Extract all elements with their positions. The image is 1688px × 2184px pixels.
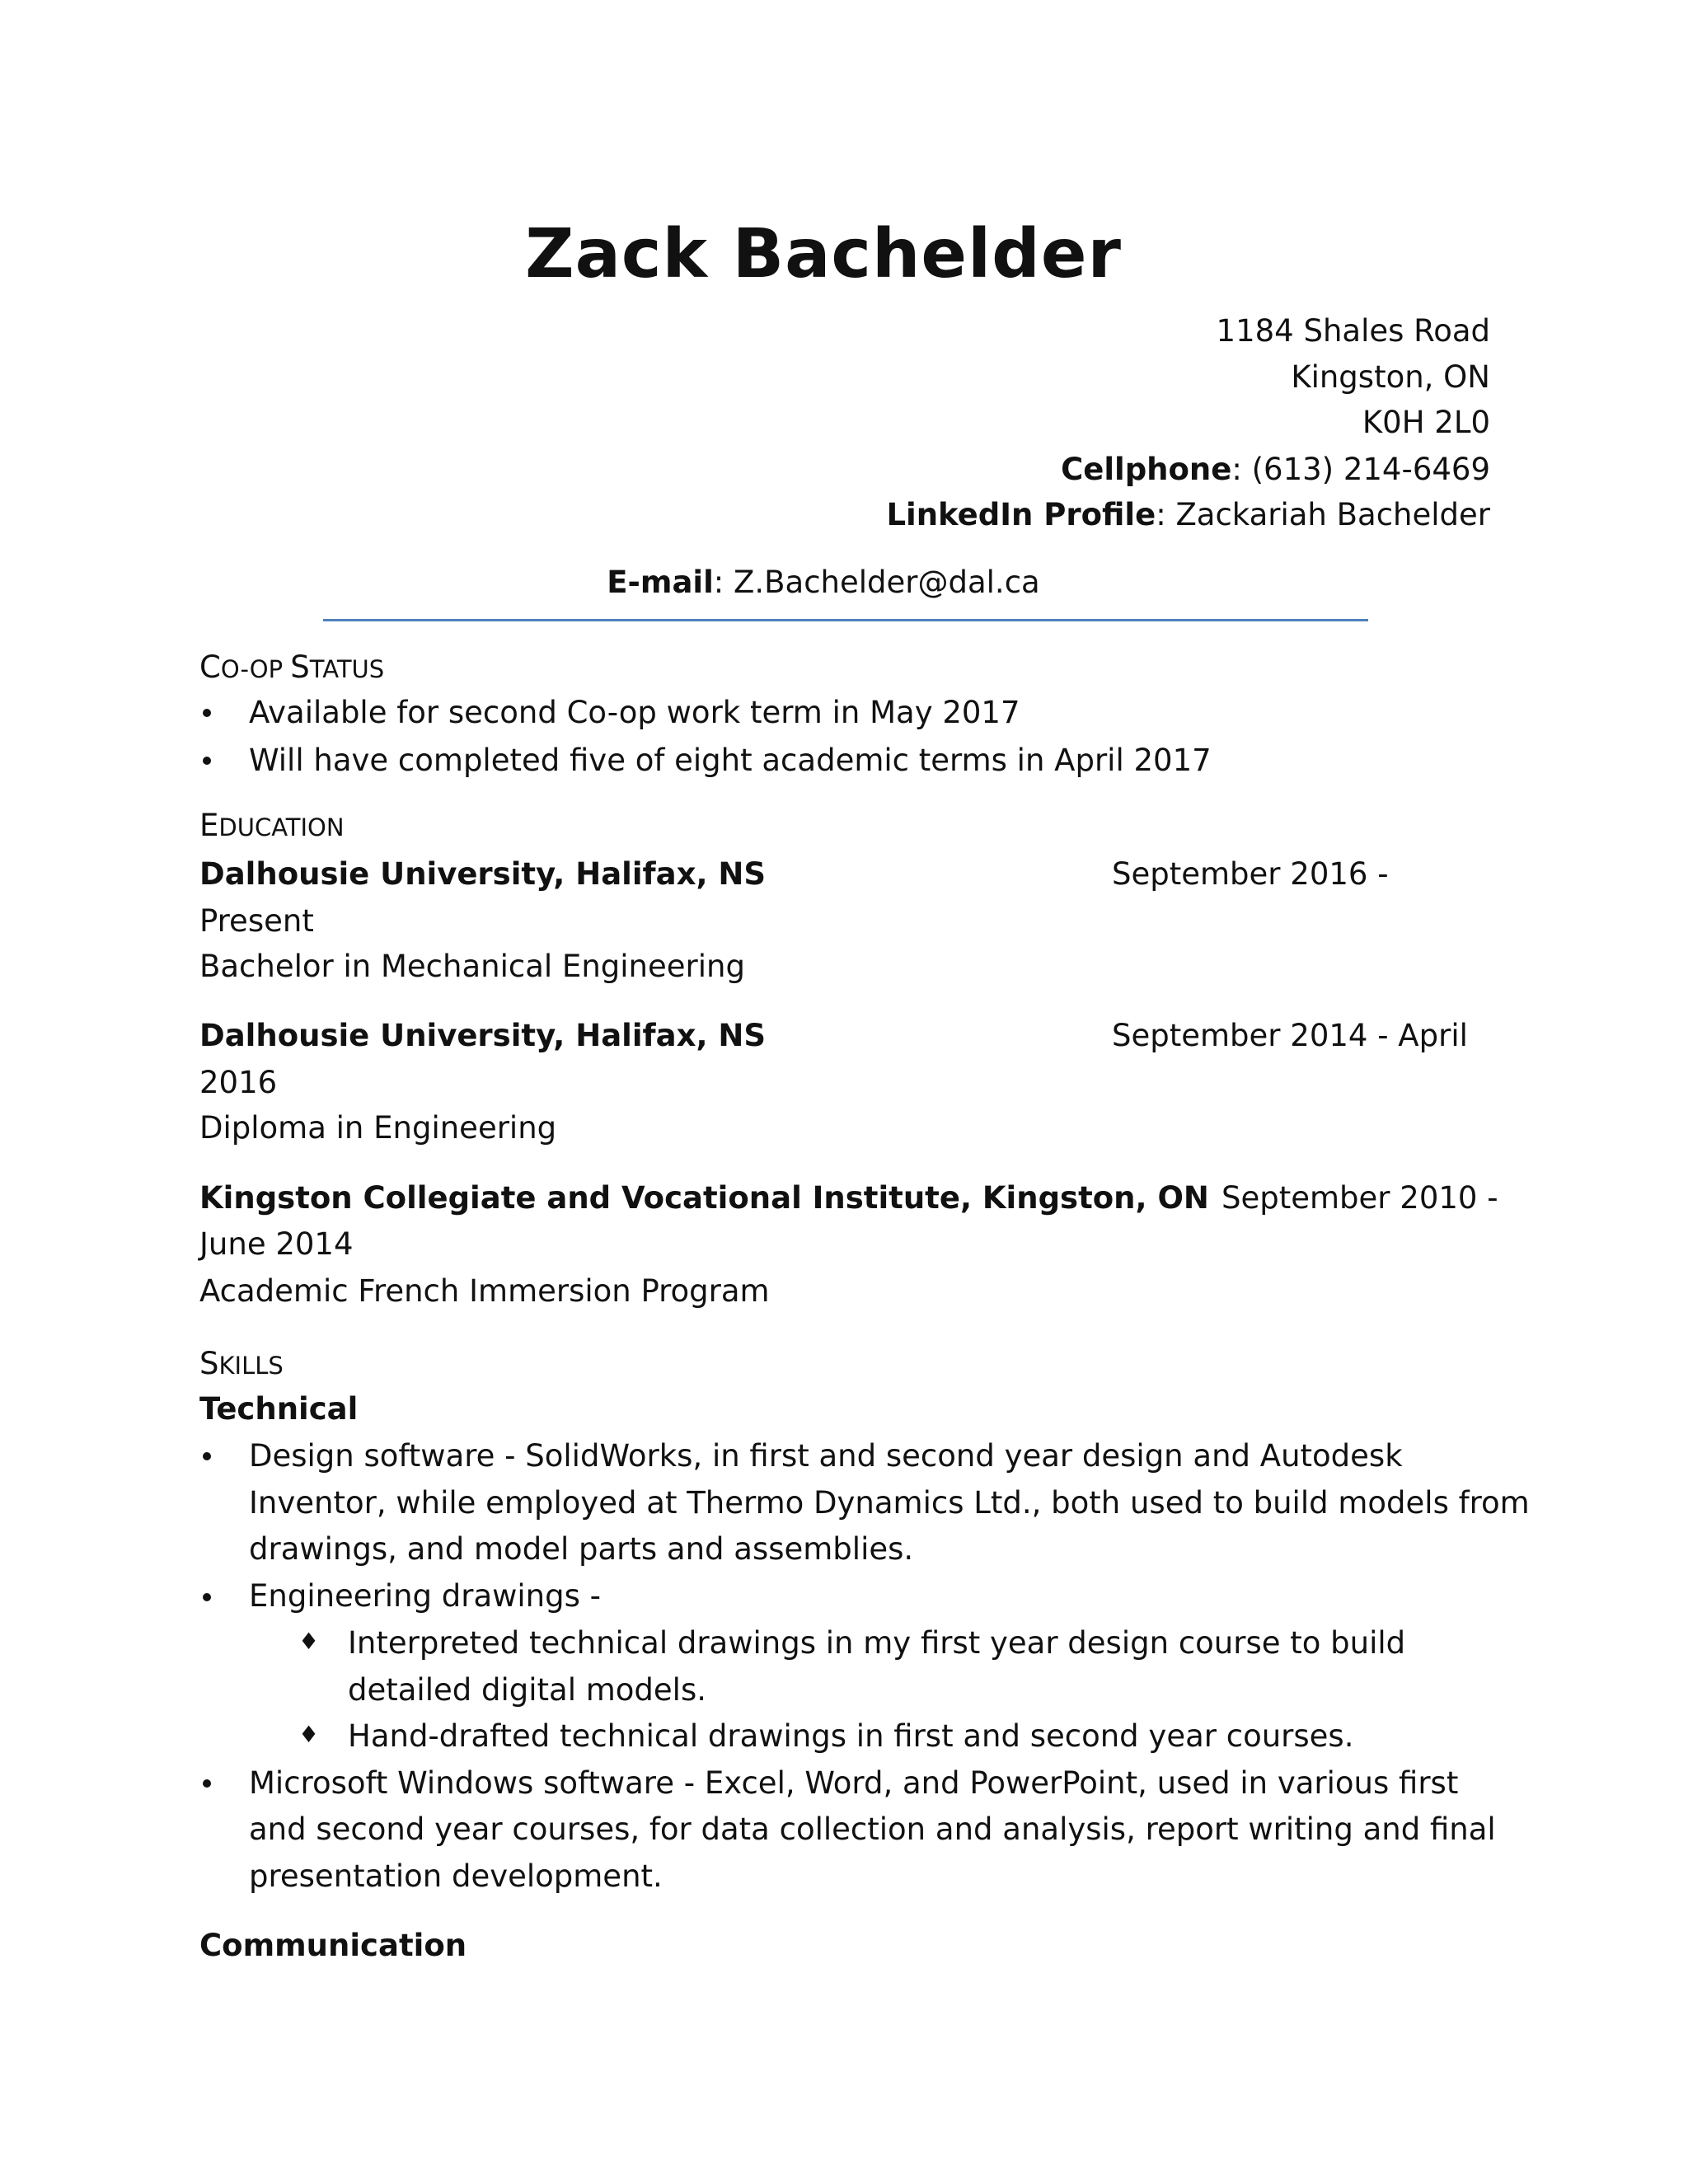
skills-drawings: Engineering drawings - <box>249 1578 601 1614</box>
address-line-city: Kingston, ON <box>1291 359 1490 395</box>
email-line <box>0 567 1688 598</box>
coop-bullet-2: Will have completed five of eight academic terms in April 2017 <box>249 743 1212 778</box>
education-school-3: Kingston Collegiate and Vocational Institute, Kingston, ON <box>199 1180 1209 1216</box>
bullet-icon <box>203 757 211 765</box>
address-line-street: 1184 Shales Road <box>1216 313 1490 349</box>
skills-communication-label: Communication <box>199 1928 467 1963</box>
skills-design-line-3: drawings, and model parts and assemblies. <box>249 1531 914 1567</box>
education-dates-1: September 2016 - <box>1112 856 1389 892</box>
email-label: E-mail <box>607 565 714 600</box>
education-school-2: Dalhousie University, Halifax, NS <box>199 1018 767 1053</box>
section-heading-education: EDUCATION <box>199 808 345 843</box>
bullet-icon <box>203 709 211 717</box>
email-value: : Z.Bachelder@dal.ca <box>713 565 1040 600</box>
bullet-icon <box>203 1779 211 1788</box>
skills-drawings-sub-2: Hand-drafted technical drawings in first and second year courses. <box>348 1718 1354 1754</box>
skills-ms-line-3: presentation development. <box>249 1858 663 1894</box>
education-school-1: Dalhousie University, Halifax, NS <box>199 856 767 892</box>
linkedin-line <box>886 499 1490 530</box>
education-dates-cont-2: 2016 <box>199 1065 278 1100</box>
skills-technical-label: Technical <box>199 1391 359 1427</box>
diamond-bullet-icon: ♦ <box>298 1721 320 1748</box>
address-postal-code: K0H 2L0 <box>1362 405 1490 440</box>
section-heading-skills: SKILLS <box>199 1346 284 1381</box>
education-program-1: Bachelor in Mechanical Engineering <box>199 949 745 984</box>
skills-drawings-sub-1-line-1: Interpreted technical drawings in my first year design course to build <box>348 1625 1406 1661</box>
resume-name-text: Zack Bachelder <box>525 215 1122 293</box>
section-heading-coop-status: CO-OP STATUS <box>199 649 385 685</box>
skills-ms-line-1: Microsoft Windows software - Excel, Word, and PowerPoint, used in various first <box>249 1765 1459 1801</box>
education-program-2: Diploma in Engineering <box>199 1110 557 1146</box>
skills-drawings-sub-1-line-2: detailed digital models. <box>348 1672 707 1708</box>
skills-design-line-2: Inventor, while employed at Thermo Dynamics Ltd., both used to build models from <box>249 1485 1530 1521</box>
skills-ms-line-2: and second year courses, for data collection and analysis, report writing and final <box>249 1811 1496 1847</box>
coop-bullet-1: Available for second Co-op work term in May 2017 <box>249 695 1020 730</box>
linkedin-label: LinkedIn Profile <box>886 497 1156 532</box>
cellphone-label: Cellphone <box>1061 452 1232 487</box>
education-dates-3: September 2010 - <box>1221 1180 1498 1216</box>
education-dates-2: September 2014 - April <box>1112 1018 1468 1053</box>
bullet-icon <box>203 1452 211 1460</box>
linkedin-value: : Zackariah Bachelder <box>1156 497 1490 532</box>
cellphone-value: : (613) 214-6469 <box>1231 452 1490 487</box>
bullet-icon <box>203 1593 211 1601</box>
cellphone-line <box>1061 454 1490 485</box>
header-divider <box>323 619 1368 621</box>
diamond-bullet-icon: ♦ <box>298 1628 320 1655</box>
education-dates-cont-1: Present <box>199 903 314 939</box>
education-program-3: Academic French Immersion Program <box>199 1273 770 1309</box>
resume-name <box>0 215 1688 293</box>
education-dates-cont-3: June 2014 <box>199 1226 354 1262</box>
skills-design-line-1: Design software - SolidWorks, in first and second year design and Autodesk <box>249 1438 1403 1474</box>
